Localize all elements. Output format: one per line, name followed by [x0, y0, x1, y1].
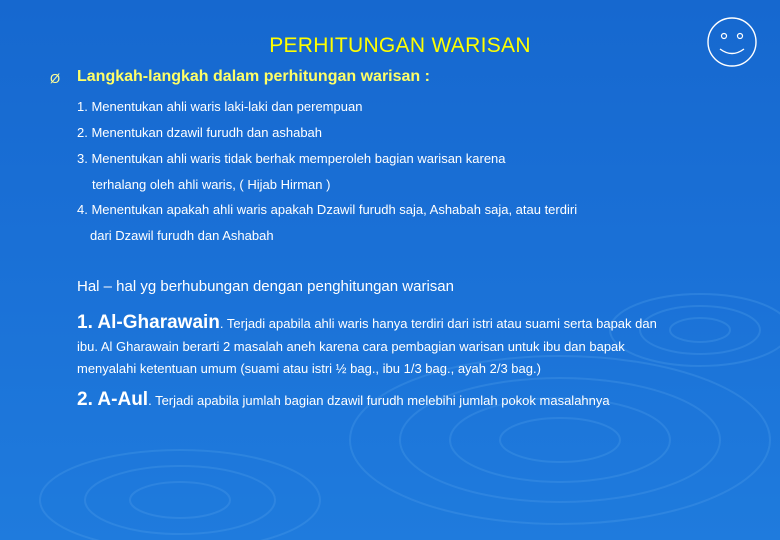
step-4-continuation: dari Dzawil furudh dan Ashabah — [90, 228, 274, 243]
step-4: 4. Menentukan apakah ahli waris apakah Dzawil furudh saja, Ashabah saja, atau terdiri — [77, 202, 578, 217]
item-2-term: 2. A-Aul — [77, 389, 149, 410]
subheading: Hal – hal yg berhubungan dengan penghitungan warisan — [77, 278, 454, 295]
item-2-line — [77, 389, 610, 411]
arrow-bullet-icon: Ø — [50, 71, 61, 86]
step-1: 1. Menentukan ahli waris laki-laki dan perempuan — [77, 99, 363, 114]
item-1-definition: . Terjadi apabila ahli waris hanya terdiri dari istri atau suami serta bapak dan — [219, 316, 657, 331]
steps-heading: Langkah-langkah dalam perhitungan warisan : — [77, 68, 430, 85]
item-2-definition: . Terjadi apabila jumlah bagian dzawil furudh melebihi jumlah pokok masalahnya — [148, 393, 610, 408]
item-1-line-1 — [77, 312, 657, 334]
item-1-line-2: ibu. Al Gharawain berarti 2 masalah aneh karena cara pembagian warisan untuk ibu dan bapak — [77, 339, 625, 354]
step-2: 2. Menentukan dzawil furudh dan ashabah — [77, 125, 323, 140]
step-3: 3. Menentukan ahli waris tidak berhak memperoleh bagian warisan karena — [77, 151, 506, 166]
slide-title: PERHITUNGAN WARISAN — [269, 34, 531, 57]
step-3-continuation: terhalang oleh ahli waris, ( Hijab Hirman ) — [92, 177, 331, 192]
item-1-term: 1. Al-Gharawain — [77, 312, 220, 333]
item-1-line-3: menyalahi ketentuan umum (suami atau istri ½ bag., ibu 1/3 bag., ayah 2/3 bag.) — [77, 361, 541, 376]
